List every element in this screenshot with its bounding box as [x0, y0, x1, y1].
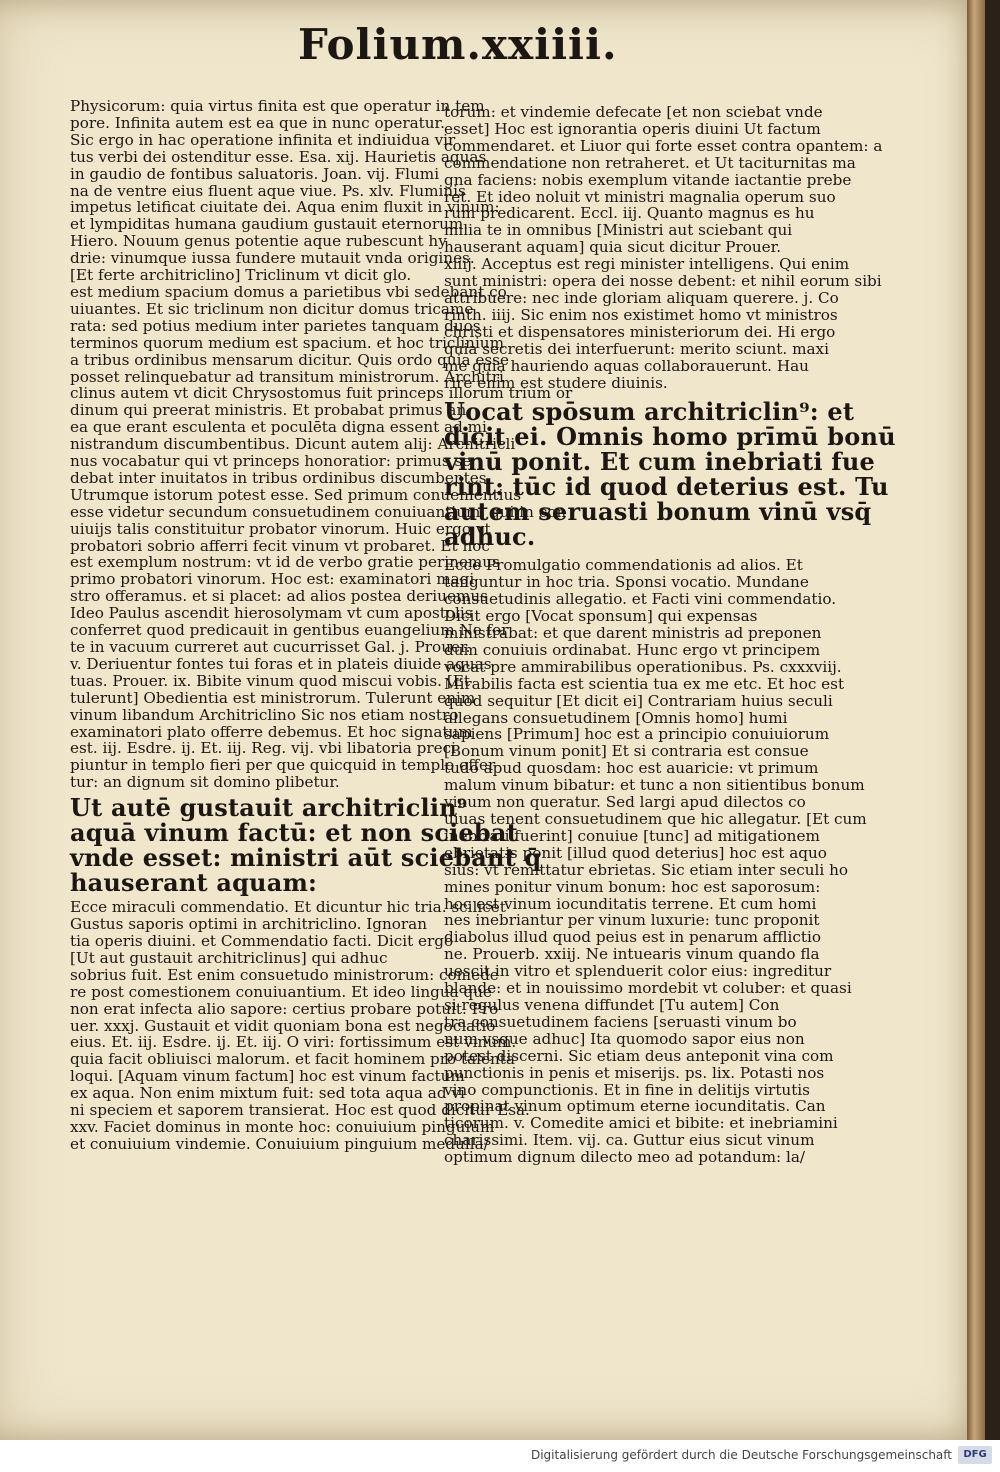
text-line: debat inter inuitatos in tribus ordinibus discumbentes	[70, 468, 487, 487]
text-line: ret. Et ideo noluit vt ministri magnalia operum suo	[444, 187, 836, 206]
text-line: dinum qui preerat ministris. Et probabat primus an	[70, 401, 467, 420]
text-line: piuntur in templo fieri per que quicquid in templo offer	[70, 756, 496, 775]
text-line: sobrius fuit. Est enim consuetudo ministrorum: comede	[70, 965, 499, 984]
page-edge	[967, 0, 985, 1440]
lemma-line: rint: tūc id quod deterius est. Tu	[444, 472, 889, 502]
text-line: me quia hauriendo aquas collaborauerunt. Hau	[444, 356, 809, 375]
text-line: ne. Prouerb. xxiij. Ne intuearis vinum quando fla	[444, 945, 820, 964]
right-commentary-bottom	[444, 556, 867, 1167]
text-line: sius: vt remittatur ebrietas. Sic etiam inter seculi ho	[444, 860, 849, 879]
text-line: uiuantes. Et sic triclinum non dicitur domus tricame	[70, 299, 474, 318]
text-line: milia te in omnibus [Ministri aut sciebant qui	[444, 221, 793, 240]
text-line: consuetudinis allegatio. et Facti vini commendatio.	[444, 590, 837, 609]
text-line: esset] Hoc est ignorantia operis diuini Ut factum	[444, 119, 821, 138]
lemma-line: vnde esset: ministri aūt sciebant q̄	[70, 843, 542, 873]
text-line: rum predicarent. Eccl. iij. Quanto magnus es hu	[444, 204, 815, 223]
text-line: sunt ministri: opera dei nosse debent: et nihil eorum sibi	[444, 272, 882, 291]
text-line: examinatori plato offerre debemus. Et hoc signatum	[70, 722, 473, 741]
text-line: Physicorum: quia virtus finita est que operatur in tem	[70, 97, 485, 115]
text-line: vinum libandum Architriclino Sic nos etiam nostro	[70, 705, 459, 724]
text-line: si regulus venena diffundet [Tu autem] Con	[444, 995, 780, 1014]
text-line: vocat pre ammirabilibus operationibus. Ps. cxxxviij.	[444, 657, 842, 676]
text-line: num vsque adhuc] Ita quomodo sapor eius non	[444, 1029, 805, 1048]
lemma-line: dicit ei. Omnis homo prīmū bonū	[444, 422, 896, 452]
text-line: est. iij. Esdre. ij. Et. iij. Reg. vij. vbi libatoria preci	[70, 739, 456, 758]
folio-heading: Folium.xxiiii.	[298, 20, 618, 69]
text-line: dum conuiuis ordinabat. Hunc ergo vt principem	[444, 640, 821, 659]
text-line: [Et ferte architriclino] Triclinum vt dicit glo.	[70, 266, 412, 285]
right-commentary-top	[444, 103, 883, 392]
left-lemma	[70, 793, 542, 898]
text-line: v. Deriuentur fontes tui foras et in plateis diuide aquas	[70, 654, 492, 673]
text-line: blande: et in nouissimo mordebit vt coluber: et quasi	[444, 979, 852, 998]
text-line: conferret quod predicauit in gentibus euangelium Ne for	[70, 621, 509, 640]
text-line: Dicit ergo [Vocat sponsum] qui expensas	[444, 607, 758, 626]
text-line: potest discerni. Sic etiam deus anteponit vina com	[444, 1046, 834, 1065]
text-line: impetus letificat ciuitate dei. Aqua enim fluxit in vinum:	[70, 198, 500, 217]
lemma-line: Uocat spōsum architriclin⁹: et	[444, 397, 855, 427]
text-line: Hiero. Nouum genus potentie aque rubescunt hy	[70, 232, 447, 251]
text-line: est exemplum nostrum: vt id de verbo gratie perinemus	[70, 553, 500, 572]
dfg-logo: DFG	[958, 1446, 992, 1464]
right-lemma	[444, 397, 896, 552]
text-line: drie: vinumque iussa fundere mutauit vnda origines.	[70, 249, 475, 268]
text-line: sapiens [Primum] hoc est a principio conuiuiorum	[444, 725, 830, 744]
text-line: commendatione non retraheret. et Ut taciturnitas ma	[444, 153, 856, 172]
text-line: Gustus saporis optimi in architriclino. Ignoran	[70, 915, 428, 934]
text-line: ebrietatis ponit [illud quod deterius] hoc est aquo	[444, 843, 827, 862]
text-line: malum vinum bibatur: et tunc a non sitientibus bonum	[444, 776, 865, 795]
text-line: vinum non queratur. Sed largi apud dilectos co	[444, 793, 806, 812]
text-line: probatori sobrio afferri fecit vinum vt probaret. Et hoc	[70, 536, 490, 555]
text-line: eius. Et. iij. Esdre. ij. Et. iij. O viri: fortissimum est vinum.	[70, 1033, 517, 1052]
text-line: esse videtur secundum consuetudinem conuiuantium. qui in con	[70, 502, 567, 521]
text-line: in gaudio de fontibus saluatoris. Joan. vij. Flumi	[70, 164, 440, 183]
text-line: uiuijs talis constituitur probator vinorum. Huic ergo vt	[70, 519, 491, 538]
text-line: tus verbi dei ostenditur esse. Esa. xij. Haurietis aquas	[70, 147, 487, 166]
text-line: et conuiuium vindemie. Conuiuium pinguium medulla/	[70, 1134, 489, 1153]
lemma-line: Ut autē gustauit architriclin⁹	[70, 793, 468, 823]
lemma-line: hauserant aquam:	[70, 868, 318, 898]
funding-credit: Digitalisierung gefördert durch die Deutsche Forschungsgemeinschaft	[530, 1448, 952, 1462]
text-line: tra consuetudinem faciens [seruasti vinum bo	[444, 1012, 797, 1031]
text-line: terminos quorum medium est spacium. et hoc triclinium	[70, 333, 504, 352]
text-line: na de ventre eius fluent aque viue. Ps. xlv. Fluminis	[70, 181, 466, 200]
text-line: est medium spacium domus a parietibus vbi sedebant co	[70, 282, 507, 301]
text-line: tuas. Prouer. ix. Bibite vinum quod miscui vobis. [Et	[70, 671, 470, 690]
text-line: punctionis in penis et miserijs. ps. lix. Potasti nos	[444, 1063, 825, 1082]
text-line: Ecce miraculi commendatio. Et dicuntur hic tria. scilicet	[70, 898, 506, 917]
text-line: hauserant aquam] quia sicut dicitur Prouer.	[444, 238, 782, 257]
lemma-line: vinū ponit. Et cum inebriati fue	[444, 447, 875, 477]
text-line: torum: et vindemie defecate [et non sciebat vnde	[444, 103, 823, 121]
text-line: Sic ergo in hac operatione infinita et indiuidua vir	[70, 130, 456, 149]
text-line: optimum dignum dilecto meo ad potandum: la/	[444, 1148, 805, 1167]
text-line: tia operis diuini. et Commendatio facti. Dicit ergo	[70, 931, 454, 950]
text-line: clinus autem vt dicit Chrysostomus fuit princeps illorum trium or	[70, 384, 573, 403]
text-line: tulerunt] Obedientia est ministrorum. Tulerunt enim	[70, 688, 476, 707]
text-line: gna faciens: nobis exemplum vitande iactantie prebe	[444, 170, 852, 189]
text-line: allegans consuetudinem [Omnis homo] humi	[444, 708, 788, 727]
text-line: nistrandum discumbentibus. Dicunt autem alij: Architricli	[70, 435, 516, 454]
text-line: vino compunctionis. Et in fine in delitijs virtutis	[444, 1080, 810, 1099]
text-line: quod sequitur [Et dicit ei] Contrariam huius seculi	[444, 691, 833, 710]
text-line: mines ponitur vinum bonum: hoc est saporosum:	[444, 877, 821, 896]
text-line: loqui. [Aquam vinum factum] hoc est vinum factum	[70, 1067, 465, 1086]
text-line: a tribus ordinibus mensarum dicitur. Quis ordo quia esse	[70, 350, 509, 369]
text-line: non erat infecta alio sapore: certius probare potuit. Pro	[70, 999, 499, 1018]
text-line: commendaret. et Liuor qui forte esset contra opantem: a	[444, 136, 883, 155]
text-line: Ecce Promulgatio commendationis ad alios. Et	[444, 556, 803, 575]
text-line: [Ut aut gustauit architriclinus] qui adhuc	[70, 948, 388, 967]
text-line: Utrumque istorum potest esse. Sed primum conuenientius	[70, 485, 522, 504]
footer-bar	[0, 1440, 1000, 1472]
text-line: charissimi. Item. vij. ca. Guttur eius sicut vinum	[444, 1131, 815, 1150]
text-line: attribuere: nec inde gloriam aliquam querere. j. Co	[444, 288, 839, 307]
text-line: uiuas tenent consuetudinem que hic allegatur. [Et cum	[444, 810, 867, 828]
text-line: ministrabat: et que darent ministris ad preponen	[444, 624, 822, 643]
left-commentary-bottom	[70, 898, 530, 1153]
text-line: rinth. iiij. Sic enim nos existimet homo vt ministros	[444, 305, 838, 324]
text-line: xiiij. Acceptus est regi minister intelligens. Qui enim	[444, 255, 850, 274]
text-line: quia facit obliuisci malorum. et facit hominem pro talenta	[70, 1050, 515, 1069]
text-line: nus vocabatur qui vt princeps honoratior: primus se	[70, 452, 472, 471]
right-column	[444, 103, 896, 1167]
text-line: rata: sed potius medium inter parietes tanquam duos	[70, 316, 481, 335]
text-line: hoc est vinum iocunditatis terrene. Et cum homi	[444, 894, 817, 913]
text-line: primo probatori vinorum. Hoc est: examinatori magi	[70, 570, 475, 589]
text-line: uescit in vitro et splenduerit color eius: ingreditur	[444, 962, 832, 981]
text-line: tudo apud quosdam: hoc est auaricie: vt primum	[444, 759, 819, 778]
text-line: re post comestionem conuiuantium. Et ideo lingua que	[70, 982, 493, 1001]
text-line: diabolus illud quod peius est in penarum afflictio	[444, 928, 821, 947]
text-line: quia secretis dei interfuerunt: merito sciunt. maxi	[444, 339, 829, 358]
text-line: et lympiditas humana gaudium gustauit eternorum.	[70, 215, 469, 234]
text-line: pore. Infinita autem est ea que in nunc operatur.	[70, 113, 445, 132]
text-line: uer. xxxj. Gustauit et vidit quoniam bona est negociatio	[70, 1016, 496, 1035]
text-line: Mirabilis facta est scientia tua ex me etc. Et hoc est	[444, 674, 845, 693]
text-line: tanguntur in hoc tria. Sponsi vocatio. Mundane	[444, 573, 809, 592]
text-line: [Bonum vinum ponit] Et si contraria est consue	[444, 742, 809, 761]
text-line: nes inebriantur per vinum luxurie: tunc proponit	[444, 911, 820, 930]
text-line: te in vacuum curreret aut cucurrisset Gal. j. Prouer.	[70, 638, 471, 656]
text-line: Ideo Paulus ascendit hierosolymam vt cum apostolis	[70, 604, 473, 623]
lemma-line: adhuc.	[444, 522, 536, 552]
text-line: ex aqua. Non enim mixtum fuit: sed tota aqua ad vi	[70, 1084, 465, 1103]
text-line: ea que erant esculenta et poculēta digna essent ad mi	[70, 418, 487, 437]
text-line: christi et dispensatores ministeriorum dei. Hi ergo	[444, 322, 836, 341]
text-line: rire enim est studere diuinis.	[444, 373, 668, 392]
lemma-line: autem seruasti bonum vinū vsq̄	[444, 497, 872, 527]
text-line: ticorum. v. Comedite amici et bibite: et inebriamini	[444, 1114, 838, 1133]
text-line: tur: an dignum sit domino plibetur.	[70, 773, 340, 792]
text-line: xxv. Faciet dominus in monte hoc: conuiuium pinguium	[70, 1117, 495, 1136]
text-line: stro offeramus. et si placet: ad alios postea deriuemus	[70, 587, 488, 606]
text-line: inebriati fuerint] conuiue [tunc] ad mitigationem	[444, 826, 820, 845]
lemma-line: aquā vinum factū: et non sciebat	[70, 818, 518, 848]
text-line: propinat vinum optimum eterne iocunditatis. Can	[444, 1097, 826, 1116]
text-line: posset relinquebatur ad transitum ministrorum. Architri	[70, 367, 504, 386]
text-line: ni speciem et saporem transierat. Hoc est quod dicitur Esa.	[70, 1101, 530, 1120]
